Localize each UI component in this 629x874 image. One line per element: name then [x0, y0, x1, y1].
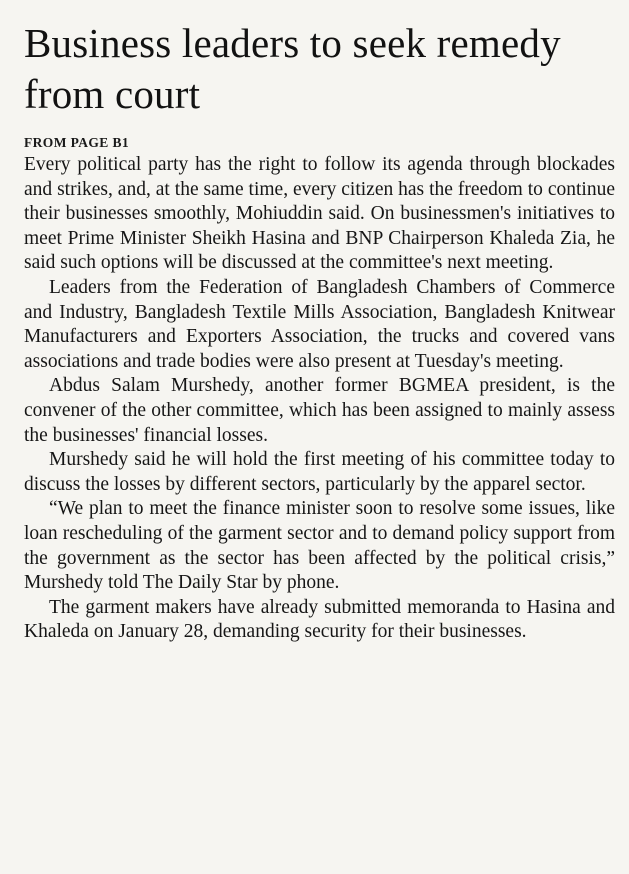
paragraph-2: Leaders from the Federation of Bangladesh Chambers of Commerce and Industry, Bangladesh Textile Mills Association, Bangladesh Knitwear Manufacturers and Exporters Association, the trucks and covered vans associations and trade bodies were also present at Tuesday's meeting.: [24, 276, 615, 372]
jump-line: FROM PAGE B1: [24, 135, 130, 150]
paragraph-4: Murshedy said he will hold the first meeting of his committee today to discuss the losses by different sectors, particularly by the apparel sector.: [24, 449, 615, 495]
article-body: [24, 153, 615, 645]
paragraph-3: Abdus Salam Murshedy, another former BGMEA president, is the convener of the other committee, which has been assigned to mainly assess the businesses' financial losses.: [24, 375, 615, 446]
paragraph-1: Every political party has the right to follow its agenda through blockades and strikes, and, at the same time, every citizen has the freedom to continue their businesses smoothly, Mohiuddin said. On businessmen's initiatives to meet Prime Minister Sheikh Hasina and BNP Chairperson Khaleda Zia, he said such options will be discussed at the committee's next meeting.: [24, 154, 615, 274]
paragraph-5: “We plan to meet the finance minister soon to resolve some issues, like loan rescheduling of the garment sector and to demand policy support from the government as the sector has been affected by the political crisis,” Murshedy told The Daily Star by phone.: [24, 498, 615, 594]
paragraph-6: The garment makers have already submitted memoranda to Hasina and Khaleda on January 28, demanding security for their businesses.: [24, 596, 615, 643]
headline: Business leaders to seek remedy from court: [24, 20, 561, 117]
